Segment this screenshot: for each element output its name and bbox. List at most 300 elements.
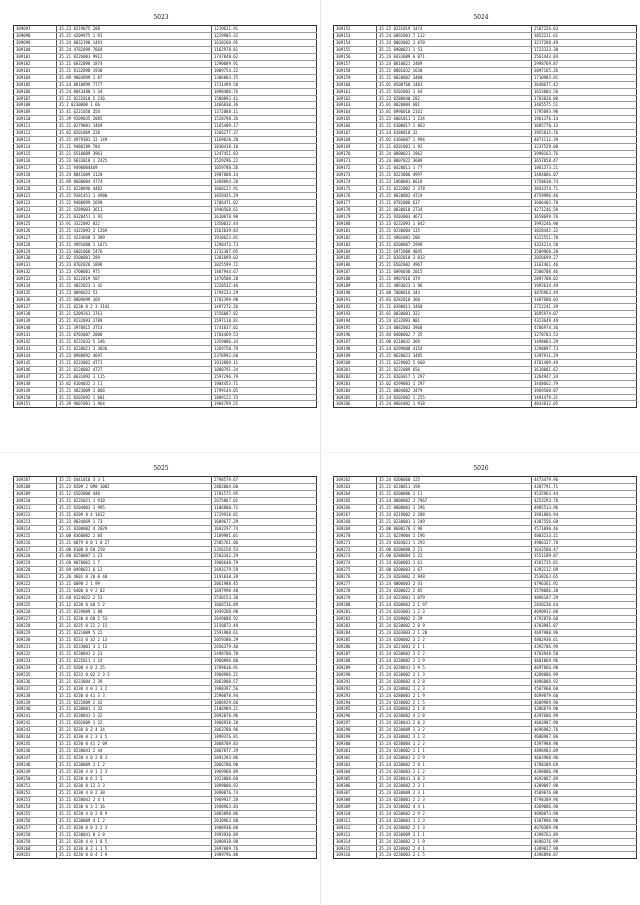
page-separator — [0, 452, 640, 453]
value-cell: 3695974.07 — [532, 311, 637, 318]
value-cell: 4692087.89 — [532, 775, 637, 782]
coordinate-cell: 35.24 0230002 2 1 3 — [377, 671, 532, 678]
coordinate-cell: 35.00 0200003 1 67 — [377, 567, 532, 574]
row-id-cell: 309281 — [334, 609, 377, 616]
value-cell: 2090876.74 — [212, 789, 317, 796]
row-id-cell: 309161 — [334, 88, 377, 95]
row-id-cell: 309142 — [14, 338, 57, 345]
table-row — [334, 824, 637, 831]
page-5025 — [13, 463, 309, 859]
coordinate-cell: 35.24 0223001 2 1 1 — [377, 643, 532, 650]
coordinate-cell: 35.39 9209035 2085 — [57, 116, 212, 123]
table-row — [334, 32, 637, 39]
table-row — [14, 629, 317, 636]
coordinate-cell: 35.68 8124022 2 53 — [57, 595, 212, 602]
coordinate-cell: 35.21 0279001 1469 — [57, 123, 212, 130]
table-row — [334, 636, 637, 643]
value-cell: 2798579.67 — [212, 477, 317, 484]
table-row — [14, 324, 317, 331]
table-row — [334, 213, 637, 220]
value-cell: 1886929.66 — [212, 699, 317, 706]
table-row — [334, 380, 637, 387]
value-cell: 1908930.88 — [212, 824, 317, 831]
coordinate-cell: 35.21 8230 4 0 1 2 3 — [57, 769, 212, 776]
row-id-cell: 309296 — [334, 713, 377, 720]
coordinate-cell: 35.21 8222019 507 — [57, 276, 212, 283]
value-cell: 1723323.30 — [532, 46, 637, 53]
coordinate-cell: 35.21 0703007 2008 — [57, 331, 212, 338]
row-id-cell: 309151 — [14, 401, 57, 408]
value-cell: 2693179.59 — [212, 567, 317, 574]
coordinate-cell: 35.21 8230 4 0 2 3 2 — [57, 685, 212, 692]
row-id-cell: 309110 — [14, 116, 57, 123]
row-id-cell: 309298 — [334, 727, 377, 734]
coordinate-cell: 35.24 0230001 2 2 9 — [377, 755, 532, 762]
table-row — [14, 60, 317, 67]
row-id-cell: 309276 — [334, 574, 377, 581]
table-row — [334, 560, 637, 567]
coordinate-cell: 35.24 0230002 1 1 1 — [377, 748, 532, 755]
coordinate-cell: 35.21 8235011 1 24 — [57, 657, 212, 664]
row-id-cell: 309214 — [14, 525, 57, 532]
coordinate-cell: 35.21 8232002 1 378 — [377, 185, 532, 192]
table-row — [334, 511, 637, 518]
coordinate-cell: 35.21 8233 0 32 2 13 — [57, 636, 212, 643]
row-id-cell: 309309 — [334, 803, 377, 810]
row-id-cell: 309181 — [334, 227, 377, 234]
table-row — [14, 671, 317, 678]
row-id-cell: 309303 — [334, 762, 377, 769]
table-row — [14, 734, 317, 741]
value-cell: 3097165.26 — [532, 67, 637, 74]
coordinate-cell: 35.82 8201069 228 — [57, 130, 212, 137]
value-cell: 1706471.02 — [212, 199, 317, 206]
row-id-cell: 309242 — [14, 720, 57, 727]
value-cell: 3981886.94 — [532, 511, 637, 518]
coordinate-cell: 35.23 8702026 1896 — [57, 262, 212, 269]
coordinate-cell: 35.21 8230 4 0 2 0 9 — [57, 810, 212, 817]
coordinate-cell: 35.22 0231019 1474 — [377, 26, 532, 33]
coordinate-cell: 35.22 9488099 2699 — [57, 199, 212, 206]
coordinate-cell: 35.21 0239004 1 196 — [377, 532, 532, 539]
table-row — [334, 359, 637, 366]
table-row — [334, 151, 637, 158]
row-id-cell: 309278 — [334, 588, 377, 595]
row-id-cell: 309286 — [334, 643, 377, 650]
row-id-cell: 309243 — [14, 727, 57, 734]
value-cell: 4397686.99 — [532, 713, 637, 720]
value-cell: 1968986.21 — [212, 671, 317, 678]
row-id-cell: 309139 — [14, 318, 57, 325]
table-row — [334, 255, 637, 262]
coordinate-cell: 35.21 8230 0 2 3 3142 — [57, 304, 212, 311]
coordinate-cell: 35.24 8188010 32 — [377, 130, 532, 137]
row-id-cell: 309123 — [14, 206, 57, 213]
row-id-cell: 309307 — [334, 789, 377, 796]
row-id-cell: 309300 — [334, 741, 377, 748]
value-cell: 1731499.58 — [212, 81, 317, 88]
row-id-cell: 309295 — [334, 706, 377, 713]
row-id-cell: 309245 — [14, 741, 57, 748]
row-id-cell: 309251 — [14, 782, 57, 789]
value-cell: 4369086.98 — [532, 803, 637, 810]
table-row — [334, 699, 637, 706]
row-id-cell: 309147 — [14, 373, 57, 380]
row-id-cell: 309247 — [14, 755, 57, 762]
table-row — [334, 643, 637, 650]
coordinate-cell: 35.21 0030018 2734 — [377, 206, 532, 213]
coordinate-cell: 35.21 8222009 2 32 — [57, 699, 212, 706]
value-cell: 4603988.96 — [532, 755, 637, 762]
coordinate-cell: 35.21 0202018 3 013 — [377, 255, 532, 262]
row-id-cell: 309212 — [14, 511, 57, 518]
value-cell: 2356158.53 — [212, 546, 317, 553]
row-id-cell: 309153 — [334, 32, 377, 39]
row-id-cell: 309291 — [334, 678, 377, 685]
coordinate-cell: 35.24 0230002 2 1 9 — [377, 838, 532, 845]
coordinate-cell: 35.24 0230041 2 0 3 — [377, 720, 532, 727]
table-row — [14, 532, 317, 539]
row-id-cell: 309279 — [334, 595, 377, 602]
row-id-cell: 309100 — [14, 46, 57, 53]
coordinate-cell: 35.23 1860001 6618 — [377, 178, 532, 185]
table-row — [14, 304, 317, 311]
row-id-cell: 309255 — [14, 810, 57, 817]
value-cell: 4253293.70 — [532, 497, 637, 504]
table-row — [14, 311, 317, 318]
value-cell: 3955815.76 — [532, 130, 637, 137]
table-row — [334, 53, 637, 60]
value-cell: 4043832.05 — [534, 401, 559, 407]
row-id-cell: 309125 — [14, 220, 57, 227]
table-row — [14, 706, 317, 713]
row-id-cell: 309099 — [14, 39, 57, 46]
row-id-cell: 309144 — [14, 352, 57, 359]
table-row — [334, 609, 637, 616]
value-cell: 1529296.22 — [212, 158, 317, 165]
value-cell: 1229905.32 — [212, 32, 317, 39]
value-cell: 4323649.49 — [532, 318, 637, 325]
table-row — [14, 234, 317, 241]
row-id-cell: 309202 — [334, 373, 377, 380]
row-id-cell: 309290 — [334, 671, 377, 678]
coordinate-cell: 35.24 0200003 2 1 8 — [377, 706, 532, 713]
value-cell: 1799144.05 — [212, 387, 317, 394]
row-id-cell: 309221 — [14, 574, 57, 581]
row-id-cell: 309128 — [14, 241, 57, 248]
row-id-cell: 309216 — [14, 539, 57, 546]
value-cell: 1764469.53 — [212, 331, 317, 338]
value-cell: 4699879.60 — [532, 692, 637, 699]
value-cell: 2010963.88 — [212, 817, 317, 824]
value-cell: 1653804.56 — [532, 88, 637, 95]
coordinate-cell: 35.21 8230041 2 44 — [57, 748, 212, 755]
coordinate-table — [13, 25, 317, 408]
table-row — [334, 616, 637, 623]
table-row — [334, 401, 637, 408]
table-row — [14, 817, 317, 824]
row-id-cell: 309182 — [334, 234, 377, 241]
table-row — [14, 401, 317, 408]
value-cell: 3998163.76 — [532, 151, 637, 158]
coordinate-cell: 35.21 8009099 169 — [57, 297, 212, 304]
row-id-cell: 309133 — [14, 276, 57, 283]
table-row — [334, 518, 637, 525]
value-cell: 2503342.29 — [212, 553, 317, 560]
row-id-cell: 309289 — [334, 664, 377, 671]
row-id-cell: 309304 — [334, 769, 377, 776]
coordinate-cell: 35.21 0620021 3485 — [377, 352, 532, 359]
coordinate-cell: 35.24 8810899 7777 — [57, 81, 212, 88]
row-id-cell: 309268 — [334, 518, 377, 525]
value-cell: 2376992.68 — [212, 352, 317, 359]
row-id-cell: 309287 — [334, 650, 377, 657]
coordinate-cell: 35.21 9203003 4673 — [377, 213, 532, 220]
coordinate-cell: 35.89 9803899 1 87 — [57, 74, 212, 81]
table-row — [14, 616, 317, 623]
value-cell: 4392786.99 — [532, 643, 637, 650]
row-id-cell: 309313 — [334, 831, 377, 838]
value-cell: 4896088.92 — [532, 678, 637, 685]
value-cell: 1025599.72 — [212, 262, 317, 269]
row-id-cell: 309252 — [14, 789, 57, 796]
value-cell: 4396890.87 — [534, 852, 559, 858]
row-id-cell: 309222 — [14, 581, 57, 588]
row-id-cell: 309297 — [334, 720, 377, 727]
value-cell: 1710983.81 — [532, 74, 637, 81]
coordinate-cell: 35.68 8070062 1 7 — [57, 560, 212, 567]
row-id-cell: 309234 — [14, 664, 57, 671]
coordinate-cell: 35.21 0800003 1 296 — [377, 504, 532, 511]
row-id-cell: 309175 — [334, 185, 377, 192]
value-cell: 4690873.98 — [532, 810, 637, 817]
table-row — [14, 352, 317, 359]
table-row — [14, 769, 317, 776]
table-row — [14, 380, 317, 387]
value-cell: 4389097.90 — [532, 782, 637, 789]
row-id-cell: 309105 — [14, 81, 57, 88]
row-id-cell: 309109 — [14, 109, 57, 116]
row-id-cell: 309301 — [334, 748, 377, 755]
value-cell: 4792870.60 — [532, 616, 637, 623]
table-row — [14, 109, 317, 116]
value-cell: 3843374.71 — [532, 185, 637, 192]
value-cell: 1966648.79 — [212, 560, 317, 567]
table-row — [334, 532, 637, 539]
value-cell: 3264947.34 — [532, 373, 637, 380]
table-row — [334, 304, 637, 311]
coordinate-cell: 35.24 0230041 2 9 5 — [377, 664, 532, 671]
coordinate-cell: 35.21 6100017 1 863 — [377, 123, 532, 130]
coordinate-cell: 35.24 6092001 7 112 — [377, 32, 532, 39]
coordinate-cell: 35.24 8843480 1 34 — [57, 88, 212, 95]
coordinate-cell: 35.00 0210032 369 — [377, 338, 532, 345]
value-cell: 3618081.62 — [532, 366, 637, 373]
row-id-cell: 309219 — [14, 560, 57, 567]
coordinate-cell: 35.21 8200 4 0 2 25 — [57, 664, 212, 671]
row-id-cell: 309184 — [334, 248, 377, 255]
table-row — [334, 311, 637, 318]
coordinate-cell: 35.21 8230001 1 32 — [57, 706, 212, 713]
value-cell: 4587960.68 — [532, 685, 637, 692]
table-row — [334, 629, 637, 636]
value-cell: 1106808.71 — [212, 504, 317, 511]
row-id-cell: 309130 — [14, 255, 57, 262]
value-cell: 3783820.08 — [532, 95, 637, 102]
table-row — [334, 602, 637, 609]
value-cell: 3498083.29 — [532, 338, 637, 345]
coordinate-cell: 35.24 4782099 7669 — [57, 46, 212, 53]
coordinate-cell: 35.24 0230002 4 4 1 — [377, 803, 532, 810]
coordinate-cell: 35.21 0782006 637 — [377, 199, 532, 206]
value-cell: 4509876.80 — [532, 789, 637, 796]
coordinate-cell: 35.21 8230 0 41 2 09 — [57, 741, 212, 748]
table-row — [334, 483, 637, 490]
row-id-cell: 309176 — [334, 192, 377, 199]
coordinate-cell: 35.83 0282010 360 — [377, 297, 532, 304]
value-cell: 2649088.92 — [212, 616, 317, 623]
row-id-cell: 309237 — [14, 685, 57, 692]
row-id-cell: 309204 — [334, 387, 377, 394]
value-cell: 2090938.98 — [212, 838, 317, 845]
row-id-cell: 309124 — [14, 213, 57, 220]
value-cell: 4871112.39 — [532, 137, 637, 144]
table-row — [334, 623, 637, 630]
value-cell: 1795093.90 — [532, 109, 637, 116]
coordinate-cell: 35.24 0230003 2 1 2 — [377, 769, 532, 776]
value-cell: 2061988.45 — [212, 581, 317, 588]
value-cell: 1989796.80 — [214, 852, 239, 858]
coordinate-cell: 35.21 0238001 1 249 — [377, 518, 532, 525]
table-row — [334, 734, 637, 741]
value-cell: 1741037.02 — [212, 324, 317, 331]
coordinate-cell: 35.21 8232093 1789 — [57, 318, 212, 325]
coordinate-cell: 35.21 4289003 3611 — [57, 206, 212, 213]
row-id-cell: 309200 — [334, 359, 377, 366]
value-cell: 1290473.73 — [212, 241, 317, 248]
coordinate-cell: 35.82 8104032 1 11 — [57, 380, 212, 387]
table-row — [334, 269, 637, 276]
value-cell: 1732307.05 — [212, 248, 317, 255]
row-id-cell: 309227 — [14, 616, 57, 623]
coordinate-cell: 35.21 8202092 1 001 — [57, 394, 212, 401]
table-row — [334, 248, 637, 255]
row-id-cell: 309115 — [14, 151, 57, 158]
row-id-cell: 309179 — [334, 213, 377, 220]
coordinate-cell: 35.21 0230004 135 — [377, 227, 532, 234]
row-id-cell: 309138 — [14, 311, 57, 318]
table-row — [334, 588, 637, 595]
coordinate-cell: 35.26 4601 0 20 0 40 — [57, 574, 212, 581]
table-row — [14, 74, 317, 81]
value-cell: 2498780.70 — [212, 650, 317, 657]
value-cell: 4690932.88 — [532, 609, 637, 616]
value-cell: 3578086.38 — [532, 588, 637, 595]
coordinate-cell: 35.21 8132890 1930 — [57, 67, 212, 74]
row-id-cell: 309250 — [14, 775, 57, 782]
value-cell: 4322551.78 — [532, 234, 637, 241]
table-row — [334, 504, 637, 511]
coordinate-cell: 35.24 0230009 2 3 1 — [377, 789, 532, 796]
coordinate-cell: 35.24 0200002 3 2 2 — [377, 636, 532, 643]
row-id-cell: 309195 — [334, 324, 377, 331]
row-id-cell: 309207 — [14, 477, 57, 484]
table-row — [334, 817, 637, 824]
value-cell: 4876963.49 — [532, 290, 637, 297]
row-id-cell: 309310 — [334, 810, 377, 817]
table-row — [14, 359, 317, 366]
coordinate-cell: 35.21 8907016 379 — [377, 276, 532, 283]
coordinate-cell: 35.24 0433089 6 071 — [377, 53, 532, 60]
value-cell: 4271246.50 — [532, 206, 637, 213]
table-row — [14, 32, 317, 39]
value-cell: 3465575.51 — [532, 102, 637, 109]
coordinate-cell: 35.23 8209 2 098 1002 — [57, 483, 212, 490]
table-row — [14, 490, 317, 497]
coordinate-cell: 35.21 8233004 2 39 — [57, 678, 212, 685]
row-id-cell: 309264 — [334, 490, 377, 497]
value-cell: 1899376.81 — [212, 734, 317, 741]
row-id-cell: 309152 — [334, 26, 377, 33]
value-cell: 4289086.99 — [532, 671, 637, 678]
table-row — [334, 803, 637, 810]
coordinate-cell: 35.24 0230002 2 9 2 — [377, 810, 532, 817]
table-row — [14, 262, 317, 269]
row-id-cell: 309178 — [334, 206, 377, 213]
row-id-cell: 309231 — [14, 643, 57, 650]
value-cell: 1794233.29 — [212, 290, 317, 297]
table-row — [14, 567, 317, 574]
coordinate-cell: 35.24 8200060 125 — [377, 477, 532, 484]
table-row — [14, 297, 317, 304]
coordinate-cell: 35.21 9490004469 — [57, 165, 212, 172]
table-row — [334, 165, 637, 172]
coordinate-cell: 35.21 0320451 1 92 — [57, 213, 212, 220]
coordinate-cell: 35.24 0230002 3 1 3 — [377, 734, 532, 741]
coordinate-cell: 35.88 8250007 1 23 — [57, 553, 212, 560]
row-id-cell: 309233 — [14, 657, 57, 664]
table-row — [14, 206, 317, 213]
coordinate-cell: 35.24 0238002 1 2 9 — [377, 657, 532, 664]
coordinate-cell: 35.21 8230 0 60 2 53 — [57, 616, 212, 623]
row-id-cell: 309263 — [334, 483, 377, 490]
row-id-cell: 309293 — [334, 692, 377, 699]
table-row — [334, 796, 637, 803]
coordinate-cell: 35.24 0230002 2 0 9 — [377, 623, 532, 630]
table-row — [334, 845, 637, 852]
value-cell: 1468894.28 — [212, 178, 317, 185]
value-cell: 1939288.90 — [212, 609, 317, 616]
value-cell: 2530153.38 — [212, 595, 317, 602]
row-id-cell: 309311 — [334, 817, 377, 824]
row-id-cell: 309112 — [14, 130, 57, 137]
row-id-cell: 309246 — [14, 748, 57, 755]
value-cell: 4609989.96 — [532, 699, 637, 706]
table-row — [334, 546, 637, 553]
table-row — [14, 796, 317, 803]
table-row — [334, 525, 637, 532]
table-row — [14, 81, 317, 88]
coordinate-cell: 35.24 0810021 2409 — [377, 60, 532, 67]
value-cell: 4759996.46 — [532, 192, 637, 199]
value-cell: 1610070.90 — [212, 213, 317, 220]
table-row — [334, 366, 637, 373]
coordinate-cell: 35.21 8232009 656 — [377, 366, 532, 373]
coordinate-cell: 35.21 6079 0 0 1 0 27 — [57, 539, 212, 546]
row-id-cell: 309148 — [14, 380, 57, 387]
row-id-cell: 309177 — [334, 199, 377, 206]
row-id-cell: 309230 — [14, 636, 57, 643]
